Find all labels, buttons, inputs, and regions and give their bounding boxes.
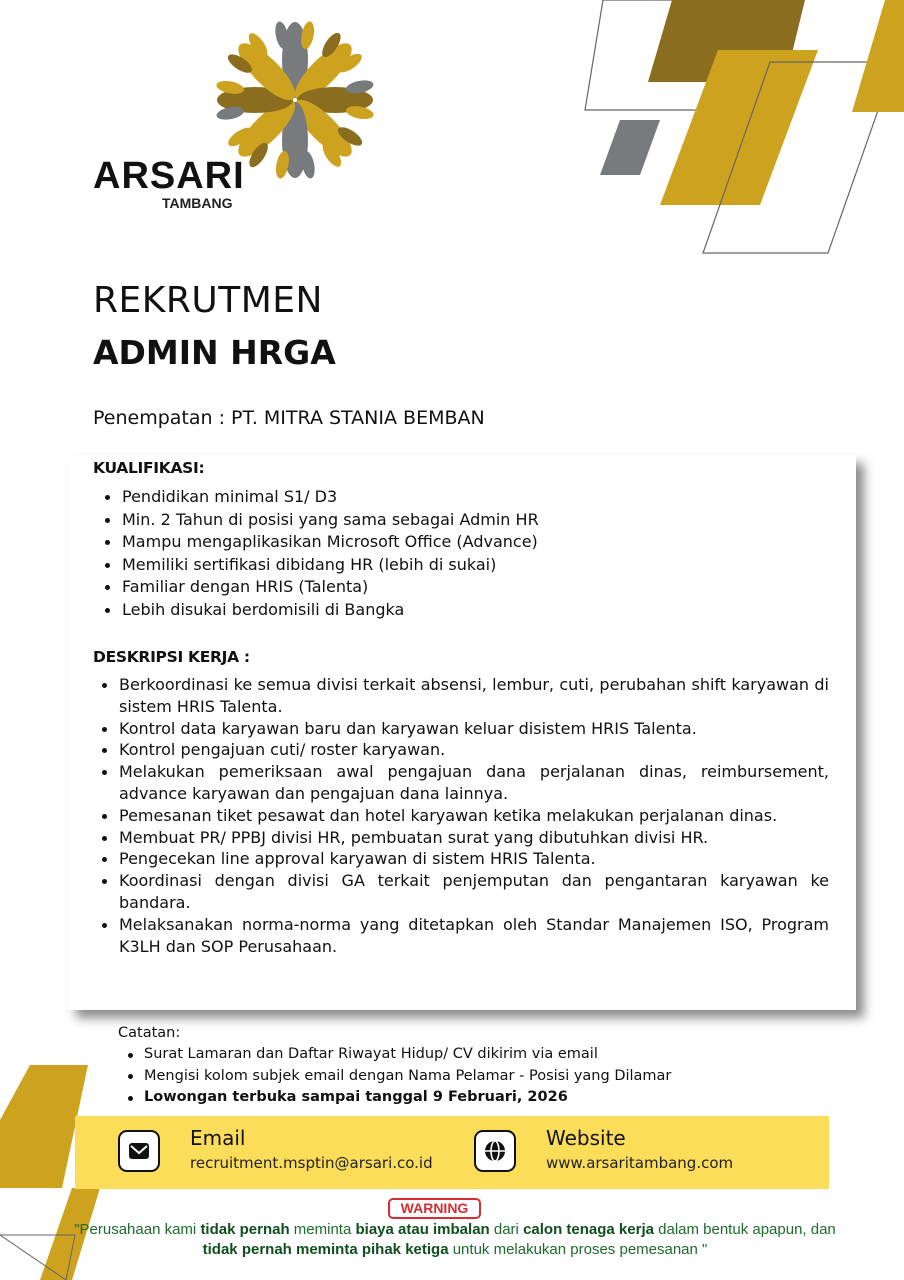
list-item: Lowongan terbuka sampai tanggal 9 Februari, 2026	[120, 1087, 820, 1109]
job-title: ADMIN HRGA	[93, 333, 336, 372]
list-item: Berkoordinasi ke semua divisi terkait absensi, lembur, cuti, perubahan shift karyawan di sistem HRIS Talenta.	[95, 674, 829, 718]
list-item: Pengecekan line approval karyawan di sistem HRIS Talenta.	[95, 848, 829, 870]
list-item: Memiliki sertifikasi dibidang HR (lebih di sukai)	[98, 554, 818, 577]
list-item: Koordinasi dengan divisi GA terkait penjemputan dan pengantaran karyawan ke bandara.	[95, 870, 829, 914]
placement: Penempatan : PT. MITRA STANIA BEMBAN	[93, 407, 485, 429]
envelope-icon	[118, 1130, 160, 1172]
qualifications-list	[98, 486, 818, 621]
notes-heading: Catatan:	[118, 1025, 181, 1041]
list-item: Mampu mengaplikasikan Microsoft Office (Advance)	[98, 531, 818, 554]
list-item: Melaksanakan norma-norma yang ditetapkan oleh Standar Manajemen ISO, Program K3LH dan SOP Perusahaan.	[95, 914, 829, 958]
page-title: REKRUTMEN	[93, 280, 323, 321]
logo-wordmark: ARSARI	[93, 155, 245, 197]
website-link[interactable]: www.arsaritambang.com	[546, 1154, 734, 1172]
globe-icon	[474, 1130, 516, 1172]
job-description-heading: DESKRIPSI KERJA :	[93, 648, 250, 666]
list-item: Min. 2 Tahun di posisi yang sama sebagai Admin HR	[98, 509, 818, 532]
list-item: Pendidikan minimal S1/ D3	[98, 486, 818, 509]
contact-band	[75, 1116, 829, 1189]
list-item: Familiar dengan HRIS (Talenta)	[98, 576, 818, 599]
list-item: Lebih disukai berdomisili di Bangka	[98, 599, 818, 622]
list-item: Mengisi kolom subjek email dengan Nama Pelamar - Posisi yang Dilamar	[120, 1066, 820, 1088]
notes-list	[120, 1044, 820, 1109]
job-description-list	[95, 674, 829, 957]
warning-text: "Perusahaan kami tidak pernah meminta biaya atau imbalan dari calon tenaga kerja dalam bentuk apapun, dan tidak pernah meminta pihak ketiga untuk melakukan proses pemesanan "	[74, 1221, 836, 1258]
list-item: Melakukan pemeriksaan awal pengajuan dana perjalanan dinas, reimbursement, advance karyawan dan pengajuan dana lainnya.	[95, 761, 829, 805]
website-label: Website	[546, 1126, 626, 1150]
warning-badge: WARNING	[388, 1198, 481, 1219]
list-item: Kontrol pengajuan cuti/ roster karyawan.	[95, 739, 829, 761]
list-item: Pemesanan tiket pesawat dan hotel karyawan ketika melakukan perjalanan dinas.	[95, 805, 829, 827]
list-item: Surat Lamaran dan Daftar Riwayat Hidup/ CV dikirim via email	[120, 1044, 820, 1066]
email-link[interactable]: recruitment.msptin@arsari.co.id	[190, 1154, 433, 1172]
list-item: Kontrol data karyawan baru dan karyawan keluar disistem HRIS Talenta.	[95, 718, 829, 740]
list-item: Membuat PR/ PPBJ divisi HR, pembuatan surat yang dibutuhkan divisi HR.	[95, 827, 829, 849]
qualifications-heading: KUALIFIKASI:	[93, 459, 205, 477]
logo-subtitle: TAMBANG	[162, 195, 233, 211]
email-label: Email	[190, 1126, 246, 1150]
